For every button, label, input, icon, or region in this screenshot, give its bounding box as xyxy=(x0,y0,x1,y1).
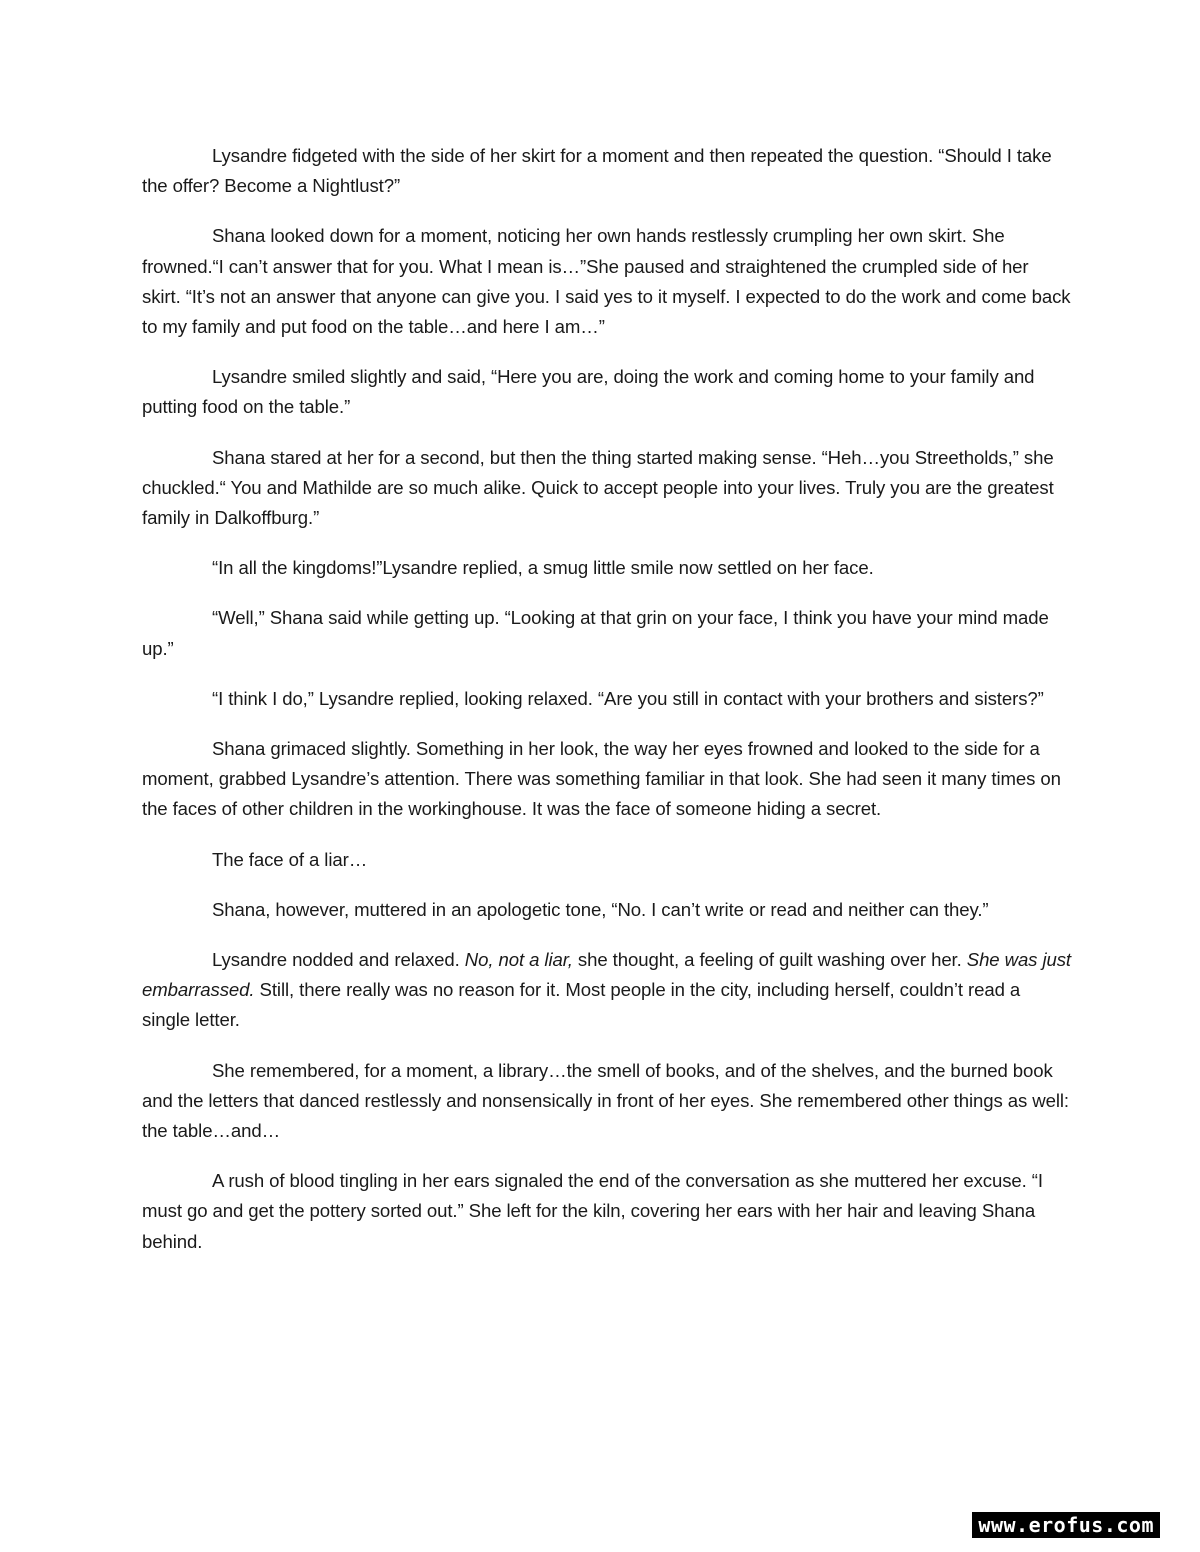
paragraph xyxy=(142,443,1072,534)
paragraph xyxy=(142,684,1072,714)
watermark-label: www.erofus.com xyxy=(972,1512,1160,1538)
paragraph xyxy=(142,1166,1072,1257)
paragraph xyxy=(142,603,1072,663)
paragraph-text: Lysandre nodded and relaxed. xyxy=(212,949,465,971)
paragraph-text: “Well,” Shana said while getting up. “Looking at that grin on your face, I think you have your mind made up.” xyxy=(142,607,1049,659)
paragraph-text: Shana looked down for a moment, noticing her own hands restlessly crumpling her own skirt. She frowned.“I can’t answer that for you. What I mean is…”She paused and straightened the crumpled side of her skirt. “It’s not an answer that anyone can give you. I said yes to it myself. I expected to do the work and come back to my family and put food on the table…and here I am…” xyxy=(142,225,1071,338)
paragraph xyxy=(142,141,1072,201)
paragraph-text: Lysandre fidgeted with the side of her skirt for a moment and then repeated the question. “Should I take the offer? Become a Nightlust?” xyxy=(142,145,1052,197)
paragraph xyxy=(142,734,1072,825)
paragraph xyxy=(142,553,1072,583)
paragraph xyxy=(142,362,1072,422)
paragraph-text: Lysandre smiled slightly and said, “Here you are, doing the work and coming home to your family and putting food on the table.” xyxy=(142,366,1035,418)
italic-thought-text: She was just embarrassed. xyxy=(142,949,1071,1001)
paragraph xyxy=(142,845,1072,875)
paragraph-text: Still, there really was no reason for it. Most people in the city, including herself, couldn’t read a single letter. xyxy=(142,979,1021,1031)
document-page xyxy=(142,141,1072,1277)
paragraph-text: she thought, a feeling of guilt washing over her. xyxy=(572,949,967,971)
paragraph-text: Shana stared at her for a second, but then the thing started making sense. “Heh…you Streetholds,” she chuckled.“ You and Mathilde are so much alike. Quick to accept people into your lives. Truly you are the greatest family in Dalkoffburg.” xyxy=(142,446,1054,529)
paragraph-text: “In all the kingdoms!”Lysandre replied, a smug little smile now settled on her face. xyxy=(212,557,874,579)
paragraph-text: A rush of blood tingling in her ears signaled the end of the conversation as she muttered her excuse. “I must go and get the pottery sorted out.” She left for the kiln, covering her ears with her hair and leaving Shana behind. xyxy=(142,1170,1043,1252)
paragraph-text: The face of a liar… xyxy=(212,848,368,870)
paragraph xyxy=(142,221,1072,342)
paragraph-text: “I think I do,” Lysandre replied, looking relaxed. “Are you still in contact with your brothers and sisters?” xyxy=(212,687,1044,709)
paragraph xyxy=(142,895,1072,925)
paragraph xyxy=(142,1056,1072,1147)
paragraph-text: Shana grimaced slightly. Something in her look, the way her eyes frowned and looked to the side for a moment, grabbed Lysandre’s attention. There was something familiar in that look. She had seen it many times on the faces of other children in the workinghouse. It was the face of someone hiding a secret. xyxy=(142,738,1061,820)
paragraph xyxy=(142,945,1072,1036)
italic-thought-text: No, not a liar, xyxy=(464,949,573,971)
paragraph-text: She remembered, for a moment, a library…the smell of books, and of the shelves, and the burned book and the letters that danced restlessly and nonsensically in front of her eyes. She remembered other things as well: the table…and… xyxy=(142,1059,1069,1142)
paragraph-text: Shana, however, muttered in an apologetic tone, “No. I can’t write or read and neither can they.” xyxy=(212,898,989,920)
